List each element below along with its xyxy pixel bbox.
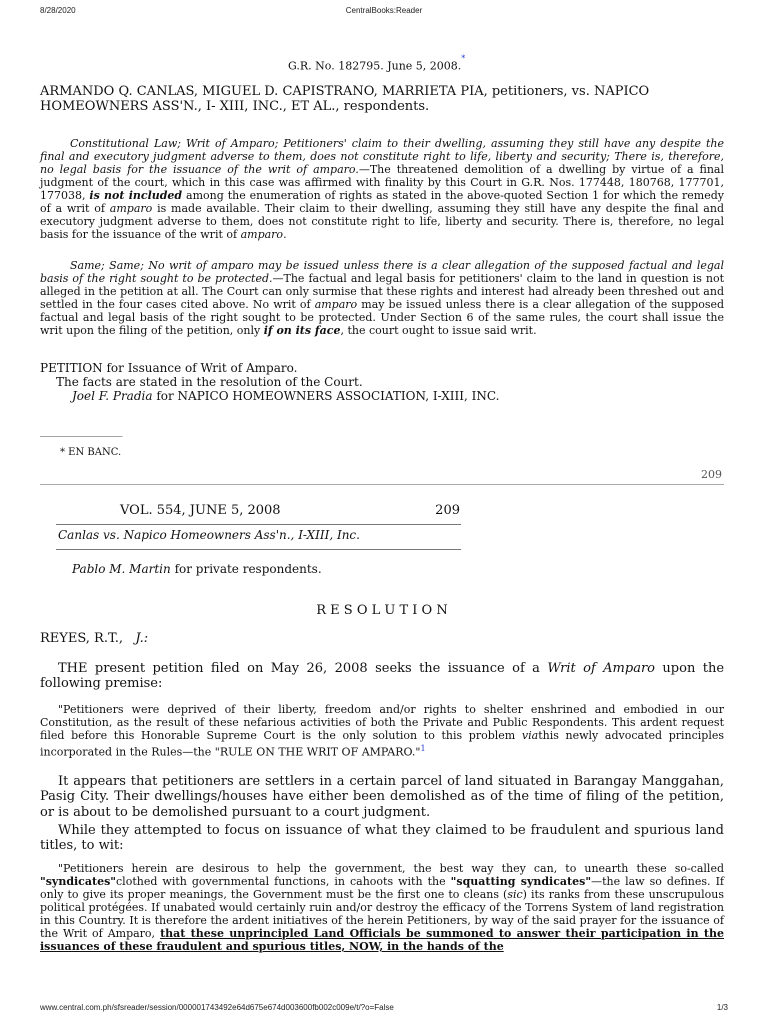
footnote-ref-1[interactable]: 1 (420, 744, 426, 753)
petition-title: PETITION for Issuance of Writ of Amparo. (40, 361, 298, 375)
footnote-rule: _______________ (40, 424, 123, 437)
respondents-counsel: Pablo M. Martin for private respondents. (72, 562, 322, 576)
page-number: 209 (701, 468, 722, 481)
syllabus-paragraph-1: Constitutional Law; Writ of Amparo; Petitioners' claim to their dwelling, assuming they still have any despite the final and executory judgment adverse to them, does not constitute right to life, liberty and security; There is, therefore, no legal basis for the issuance of the writ of amparo.—The threatened demolition of a dwelling by virtue of a final judgment of the court, which in this case was affirmed with finality by this Court in G.R. Nos. 177448, 180768, 177701, 177038, is not included among the enumeration of rights as stated in the above-quoted Section 1 for which the remedy of a writ of amparo is made available. Their claim to their dwelling, assuming they still have any despite the final and executory judgment adverse to them, does not constitute right to life, liberty and security. There is, therefore, no legal basis for the issuance of the writ of amparo. (40, 137, 725, 241)
petition-facts: The facts are stated in the resolution of the Court. (56, 375, 363, 389)
footnote-en-banc: * EN BANC. (60, 447, 122, 458)
running-head-title: Canlas vs. Napico Homeowners Ass'n., I-XIII, Inc. (58, 528, 360, 542)
petition-counsel: Joel F. Pradia for NAPICO HOMEOWNERS ASSOCIATION, I-XIII, INC. (72, 389, 500, 403)
resolution-heading: R E S O L U T I O N (316, 603, 448, 618)
running-head-rule-top (56, 524, 461, 525)
document-title: CentralBooks:Reader (345, 6, 423, 15)
volume-info: VOL. 554, JUNE 5, 2008 (120, 503, 281, 518)
resolution-paragraph-2: It appears that petitioners are settlers in a certain parcel of land situated in Barangay Manggahan, Pasig City. Their dwellings/houses have either been demolished as of the time of filing of the petition, or is about to be demolished pursuant to a court judgment. (40, 774, 724, 820)
print-page-count: 1/3 (716, 1003, 728, 1012)
syllabus-paragraph-2: Same; Same; No writ of amparo may be issued unless there is a clear allegation of the supposed factual and legal basis of the right sought to be protected.—The factual and legal basis for petitioners' claim to the land in question is not alleged in the petition at all. The Court can only surmise that these rights and interest had already been threshed out and settled in the four cases cited above. No writ of amparo may be issued unless there is a clear allegation of the supposed factual and legal basis of the right sought to be protected. Under Section 6 of the same rules, the court shall issue the writ upon the filing of the petition, only if on its face, the court ought to issue said writ. (40, 259, 725, 337)
page-url: www.central.com.ph/sfsreader/session/000001743492e64d675e674d003600fb002c009e/t/?o=False (40, 1003, 394, 1012)
print-date: 8/28/2020 (40, 6, 76, 15)
running-head-page: 209 (435, 503, 460, 518)
resolution-paragraph-3: While they attempted to focus on issuance of what they claimed to be fraudulent and spurious land titles, to wit: (40, 823, 724, 854)
resolution-paragraph-1: THE present petition filed on May 26, 2008 seeks the issuance of a Writ of Amparo upon the following premise: (40, 661, 725, 692)
running-head-rule-bottom (56, 549, 461, 550)
footnote-ref-star[interactable]: * (461, 54, 466, 63)
page-divider (40, 484, 724, 485)
case-number: G.R. No. 182795. June 5, 2008.* (288, 54, 466, 73)
case-parties: ARMANDO Q. CANLAS, MIGUEL D. CAPISTRANO, MARRIETA PIA, petitioners, vs. NAPICO HOMEOWNERS ASS'N., I- XIII, INC., ET AL., respondents. (40, 84, 650, 115)
quoted-premise: "Petitioners were deprived of their liberty, freedom and/or rights to shelter enshrined and embodied in our Constitution, as the result of these nefarious activities of both the Private and Public Respondents. This ardent request filed before this Honorable Supreme Court is the only solution to this problem viathis newly advocated principles incorporated in the Rules—the "RULE ON THE WRIT OF AMPARO."$^1$ (40, 703, 725, 759)
running-head (120, 503, 460, 518)
ponente: REYES, R.T., J.: (40, 631, 149, 646)
quoted-petition-excerpt: "Petitioners herein are desirous to help the government, the best way they can, to unearth these so-called "syndicates"clothed with governmental functions, in cahoots with the "squatting syndicates"—the law so defines. If only to give its proper meanings, the Government must be the first one to cleans (sic) its ranks from these unscrupulous political protégées. If unabated would certainly ruin and/or destroy the efficacy of the Torrens System of land registration in this Country. It is therefore the ardent initiatives of the herein Petitioners, by way of the said prayer for the issuance of the Writ of Amparo, that these unprincipled Land Officials be summoned to answer their participation in the issuances of these fraudulent and spurious titles, NOW, in the hands of the (40, 862, 724, 953)
